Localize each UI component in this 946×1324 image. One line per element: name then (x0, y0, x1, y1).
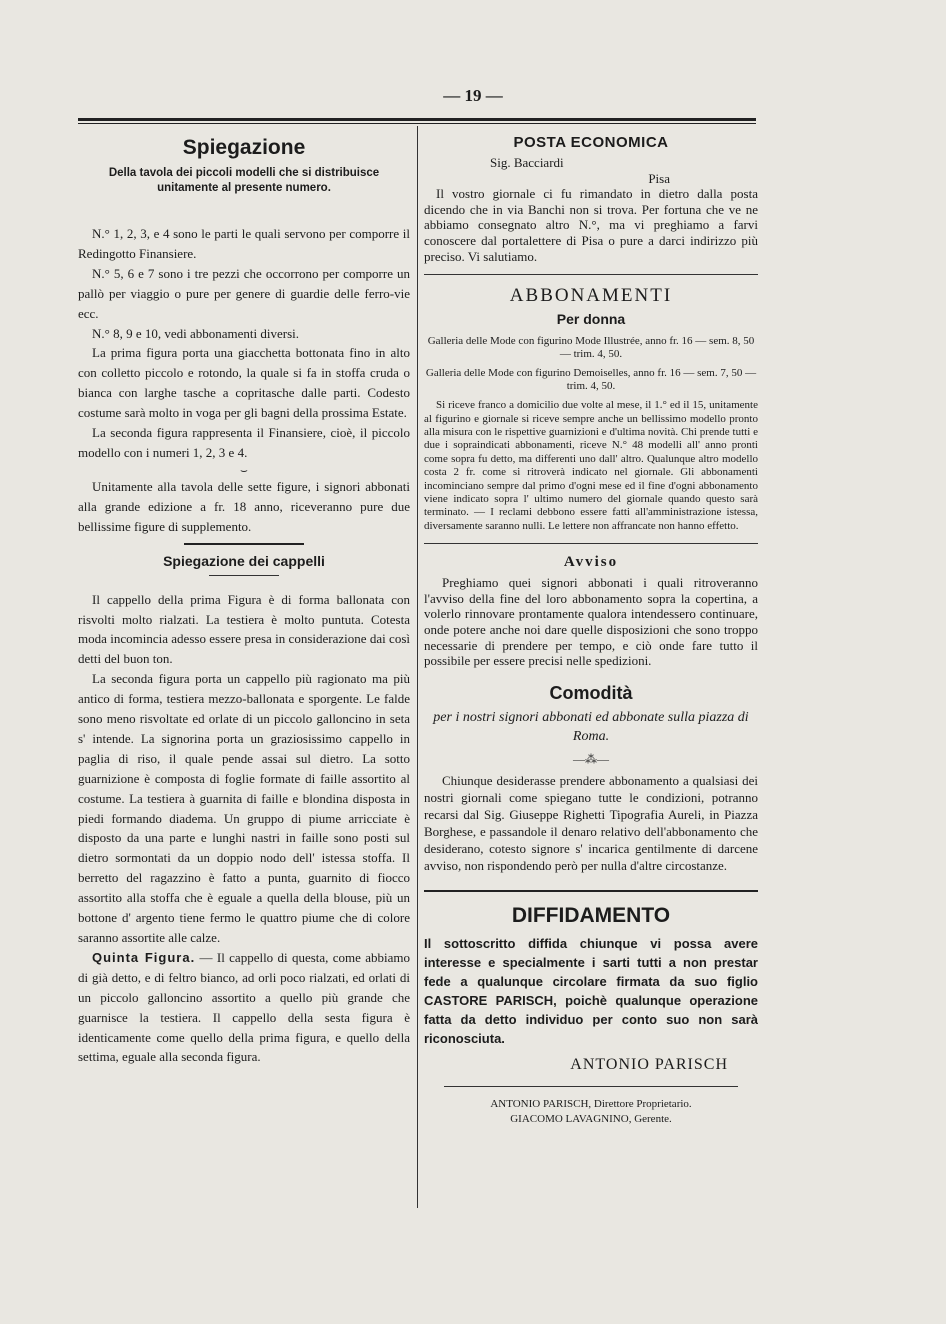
avviso-text: Preghiamo quei signori abbonati i quali ritroveranno l'avviso della fine del loro abbonamento sopra la copertina, a volerlo rinnovare prontamente qualora intendessero continuare, onde potere anche noi dare quelle disposizioni che sono troppo necessarie di prendere per tempo, e ciò onde fare tutto il possibile per essere precisi nelle spedizioni. (424, 575, 758, 669)
footer (424, 1097, 758, 1127)
abbonamenti-title: ABBONAMENTI (509, 285, 673, 307)
top-rule-thin (78, 123, 756, 124)
diffidamento-signature: ANTONIO PARISCH (570, 1055, 728, 1073)
divider (444, 1086, 738, 1087)
posta-text: Il vostro giornale ci fu rimandato in dietro dalla posta dicendo che in via Banchi non si trova. Per fortuna che ve ne abbiamo consegnato altro N.°, ma vi preghiamo a farvi conoscere dal portalettere di Pisa o pure a darci indirizzo più preciso. Vi salutiamo. (424, 186, 758, 264)
comodita-text: Chiunque desiderasse prendere abbonamento a qualsiasi dei nostri giornali come spiegano tutte le condizioni, potranno recarsi dal Sig. Giuseppe Righetti Tipografia Aureli, in Piazza Borghese, e passandole il denaro relativo dell'abbonamento che desiderano, cotesto signore s' incarica gentilmente di darcene avviso, non rispondendo però per nulla d'altre circostanze. (424, 772, 758, 873)
avviso-title: Avviso (563, 554, 619, 571)
paragraph: La seconda figura rappresenta il Finansiere, cioè, il piccolo modello con i numeri 1, 2, 3 e 4. (78, 425, 410, 460)
diffidamento-text: Il sottoscritto diffida chiunque vi possa avere interesse e specialmente i sarti tutti a non prestar fede a qualunque circolare firmata da suo figlio CASTORE PARISCH, poichè qualunque operazione fatta da detto individuo per conto suo non sarà riconosciuta. (424, 935, 758, 1046)
section-rule-thin (209, 575, 279, 576)
spiegazione-body (78, 224, 410, 537)
divider (424, 274, 758, 275)
diffidamento-title: DIFFIDAMENTO (511, 903, 671, 927)
offer-mode-illustree: Galleria delle Mode con figurino Mode Illustrée, anno fr. 16 — sem. 8, 50 — trim. 4, 50. (427, 335, 755, 361)
paragraph: La seconda figura porta un cappello più ragionato ma più antico di forma, testiera mezzo-ballonata e sporgente. Le falde sono meno risvoltate ed orlate di un piccolo galloncino in seta s' intende. La signorina porta un graziosissimo cappello in paglia di riso, il quale pende assai sul dietro. La sotto guarnizione è composta di foglie formate di faille assortito al costume. La testiera à guarnita di faille e blondina disposta in piedi formando diadema. Un gruppo di piume arricciate è disposto da una parte e lunghi nastri in faille sono posti sul dietro sormontati da un doppio nodo dell' istessa stoffa. Il berretto del ragazzino è fatto a punta, guarnito di fiocco assortito alla stoffa che è eguale a quella della blouse, più un bottone d' argento tiene fermo le quattro piume che di colore saranno assortite alle calze. (78, 671, 410, 945)
paragraph: N.° 5, 6 e 7 sono i tre pezzi che occorrono per comporre un pallò per viaggio o pure per genere di guardie delle ferro-vie ecc. (78, 265, 410, 321)
ornament: ⌣ (240, 462, 248, 477)
section-rule (184, 543, 304, 545)
abbonamenti-text: Si riceve franco a domicilio due volte al mese, il 1.° ed il 15, unitamente al figurino e giornale si riceve sempre anche un bellissimo modello pronto alla misura con le rispettive guarnizioni e d'ultima novità. Chi prende tutti e due i sopraindicati abbonamenti, riceve N.° 48 modelli all' anno pronti come sopra fu detto, ma differenti uno dall' altro. Qualunque altro modello costa 2 fr. come si ritroverà indicato nel giornale. Gli abbonamenti incominciano sempre dal primo d'ogni mese ed il fine d'ogni abbonamento viene indicato sopra l' ultimo numero del giornale quando questo sarà terminato. — I reclami debbono essere fatti all'amministrazione istessa, diversamente saranno nulli. Le lettere non affrancate non hanno effetto. (424, 399, 758, 532)
comodita-subtitle: per i nostri signori abbonati ed abbonate sulla piazza di Roma. (433, 709, 749, 744)
footer-manager: GIACOMO LAVAGNINO, Gerente. (510, 1112, 672, 1125)
spiegazione-subtitle: Della tavola dei piccoli modelli che si distribuisce unitamente al presente numero. (108, 167, 380, 194)
offer-demoiselles: Galleria delle Mode con figurino Demoiselles, anno fr. 16 — sem. 7, 50 — trim. 4, 50. (425, 367, 757, 393)
posta-city: Pisa (648, 170, 670, 186)
hats-title: Spiegazione dei cappelli (163, 552, 325, 569)
posta-title: POSTA ECONOMICA (513, 134, 669, 151)
hats-body (78, 590, 410, 1068)
right-column (424, 132, 758, 1127)
column-divider (417, 126, 418, 1208)
comodita-title: Comodità (549, 682, 633, 703)
ornament: —⁂— (573, 751, 609, 766)
footer-director: ANTONIO PARISCH, Direttore Proprietario. (490, 1097, 692, 1110)
left-column (78, 132, 410, 1067)
divider (424, 543, 758, 544)
paragraph: N.° 8, 9 e 10, vedi abbonamenti diversi. (92, 325, 300, 341)
quinta-paragraph (78, 948, 410, 1067)
quinta-text: — Il cappello di questa, come abbiamo di già detto, e di feltro bianco, ad orli poco rialzati, ed orlati di un piccolo galloncino assortito a quello più grande che guarnisce la testiera. Il cappello della sesta figura è identicamente come quello della prima figura, e quello della settima, eguale alla seconda figura. (78, 949, 411, 1065)
posta-addressee: Sig. Bacciardi (490, 155, 564, 170)
page-number: — 19 — (443, 86, 503, 105)
divider (424, 890, 758, 892)
paragraph: Il cappello della prima Figura è di forma ballonata con risvolti molto rialzati. La testiera è molto puntuta. Cotesta moda incomincia adesso essere presa in considerazione dai così detti del buon ton. (78, 591, 410, 667)
spiegazione-title: Spiegazione (182, 136, 306, 159)
quinta-label: Quinta Figura. (92, 949, 196, 965)
paragraph: La prima figura porta una giacchetta bottonata fino in alto con colletto piccolo e rotondo, la quale si fa in stoffa cruda o bianca con larghe tasche a copritasche dalle parti. Codesto costume sarà molto in voga per gli bagni della prossima Estate. (78, 345, 410, 421)
paragraph: N.° 1, 2, 3, e 4 sono le parti le quali servono per comporre il Redingotto Finansiere. (78, 226, 410, 261)
paragraph: Unitamente alla tavola delle sette figure, i signori abbonati alla grande edizione a fr. 18 anno, riceveranno pure due bellissime figure di supplemento. (78, 478, 410, 534)
per-donna-subtitle: Per donna (556, 311, 626, 328)
top-rule (78, 118, 756, 121)
